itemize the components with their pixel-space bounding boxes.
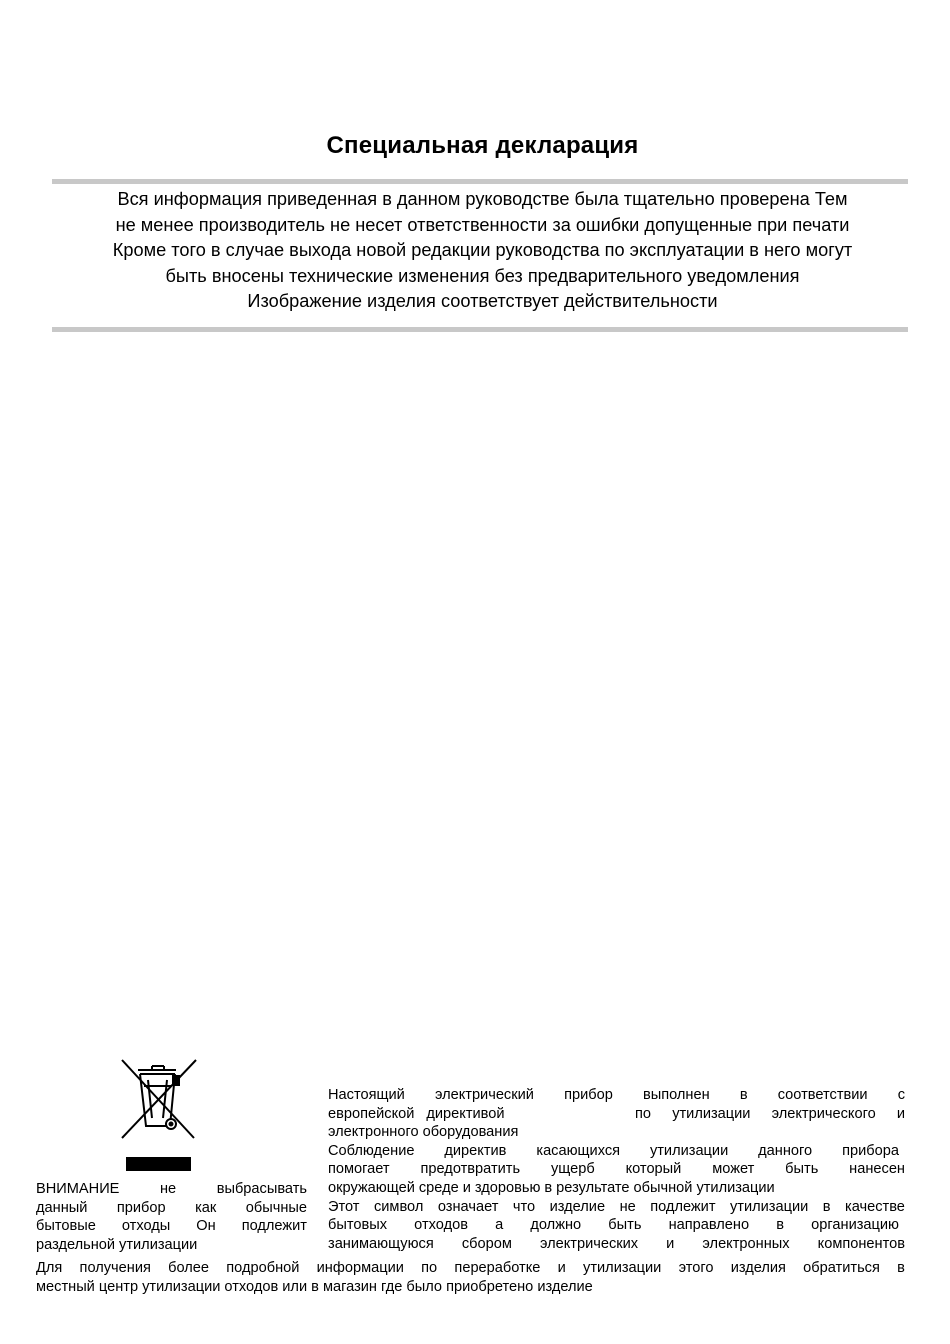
word: и <box>557 1260 566 1276</box>
directive-line <box>328 1216 899 1235</box>
word: направлено <box>668 1217 750 1234</box>
directive-line <box>328 1235 905 1254</box>
word: электронных <box>702 1235 790 1252</box>
directive-line <box>328 1086 905 1105</box>
word: сбором <box>461 1235 512 1252</box>
word: Этот <box>328 1198 360 1215</box>
word: который <box>625 1161 682 1178</box>
word: раздельной <box>36 1236 116 1253</box>
word: Для <box>36 1260 63 1276</box>
warning-line <box>36 1180 307 1199</box>
word: этого <box>678 1260 714 1276</box>
directive-line <box>328 1160 905 1179</box>
crossed-out-wheelie-bin-icon <box>118 1056 200 1174</box>
page-title: Специальная декларация <box>326 132 639 159</box>
footer-line <box>36 1259 905 1278</box>
word: и <box>462 1179 471 1196</box>
word: быть <box>785 1161 819 1178</box>
word: окружающей <box>328 1179 415 1196</box>
directive-line <box>328 1105 905 1124</box>
directive-text <box>328 1086 905 1253</box>
declaration-line: Вся информация приведенная в данном руководстве была тщательно проверена Тем <box>117 189 848 209</box>
word: качестве <box>845 1198 905 1215</box>
word: что <box>512 1198 536 1215</box>
word: электрический <box>434 1087 534 1103</box>
directive-line <box>328 1198 905 1217</box>
word: подробной <box>226 1260 300 1276</box>
word: прибор <box>564 1087 613 1103</box>
word: быть <box>608 1217 642 1234</box>
word: данного <box>758 1142 813 1159</box>
word: бытовых <box>328 1217 388 1234</box>
word: утилизации <box>119 1236 198 1253</box>
directive-line2-right <box>635 1105 905 1124</box>
declaration-line: Изображение изделия соответствует действительности <box>247 291 718 311</box>
word: в <box>897 1260 905 1276</box>
word: ВНИМАНИЕ <box>36 1181 120 1197</box>
word: Настоящий <box>328 1087 405 1103</box>
word: Соблюдение <box>328 1142 415 1159</box>
word: в <box>776 1217 785 1234</box>
declaration-text <box>40 187 925 315</box>
word: как <box>195 1199 217 1216</box>
word: оборудования <box>422 1124 519 1141</box>
word: изделия <box>730 1260 786 1276</box>
word: утилизации <box>649 1142 729 1159</box>
word: в <box>544 1179 553 1196</box>
word: обычной <box>633 1179 693 1196</box>
word: и <box>896 1105 905 1122</box>
declaration-line: Кроме того в случае выхода новой редакции руководства по эксплуатации в него могут <box>112 240 853 260</box>
word: организацию <box>811 1217 899 1234</box>
word: европейской <box>328 1105 415 1122</box>
word: занимающуюся <box>328 1235 434 1252</box>
word: прибор <box>116 1199 166 1216</box>
word: утилизации <box>696 1179 775 1196</box>
word: с <box>897 1087 905 1103</box>
word: и <box>666 1235 675 1252</box>
word: означает <box>437 1198 499 1215</box>
word: электронного <box>328 1124 419 1141</box>
word: подлежит <box>650 1198 716 1215</box>
word: прибора <box>842 1142 899 1159</box>
word: в <box>739 1087 748 1103</box>
declaration-line: не менее производитель не несет ответственности за ошибки допущенные при печати <box>115 214 850 235</box>
word: касающихся <box>536 1142 621 1159</box>
word: утилизации <box>583 1260 662 1276</box>
directive-lines <box>328 1123 905 1253</box>
word: подлежит <box>241 1218 307 1235</box>
word: не <box>159 1181 177 1197</box>
word: выбрасывать <box>216 1181 307 1197</box>
word: директивой <box>426 1105 505 1122</box>
word: директив <box>444 1142 507 1159</box>
word: а <box>495 1217 504 1234</box>
word: обратиться <box>803 1260 880 1276</box>
word: получения <box>79 1260 151 1276</box>
word: не <box>619 1198 636 1215</box>
word: соответствии <box>777 1087 868 1103</box>
word: выполнен <box>642 1087 710 1103</box>
directive-line <box>328 1179 905 1198</box>
word: электрического <box>771 1105 876 1122</box>
word: изделие <box>549 1198 606 1215</box>
word: обычные <box>245 1199 307 1216</box>
word: утилизации <box>730 1198 809 1215</box>
word: может <box>712 1161 755 1178</box>
word: в <box>822 1198 831 1215</box>
directive-line <box>328 1142 899 1161</box>
directive-line <box>328 1123 905 1142</box>
bottom-divider <box>52 327 908 332</box>
word: утилизации <box>672 1105 751 1122</box>
word: результате <box>556 1179 630 1196</box>
word: более <box>168 1260 210 1276</box>
word: предотвратить <box>420 1161 521 1178</box>
word: переработке <box>454 1260 541 1276</box>
word: бытовые <box>36 1218 96 1235</box>
word: отходы <box>121 1218 171 1235</box>
warning-line <box>36 1236 307 1255</box>
directive-line2-left <box>328 1105 505 1124</box>
word: ущерб <box>550 1161 595 1178</box>
word: должно <box>530 1217 582 1234</box>
word: среде <box>418 1179 459 1196</box>
declaration-line: быть вносены технические изменения без предварительного уведомления <box>165 265 800 286</box>
word: информации <box>316 1260 404 1276</box>
warning-line <box>36 1217 307 1236</box>
word: по <box>421 1260 438 1276</box>
footer-text <box>36 1259 905 1296</box>
word: отходов <box>414 1217 468 1234</box>
word: по <box>635 1105 652 1122</box>
warning-line <box>36 1199 307 1218</box>
top-divider <box>52 179 908 184</box>
word: нанесен <box>849 1161 905 1178</box>
word: помогает <box>328 1161 390 1178</box>
word: Он <box>196 1218 216 1235</box>
word: здоровью <box>474 1179 541 1196</box>
warning-text <box>36 1180 307 1254</box>
word: электрических <box>539 1235 639 1252</box>
word: символ <box>373 1198 424 1215</box>
word: данный <box>36 1199 88 1216</box>
footer-line: местный центр утилизации отходов или в магазин где было приобретено изделие <box>36 1278 593 1295</box>
word: компонентов <box>817 1235 905 1252</box>
